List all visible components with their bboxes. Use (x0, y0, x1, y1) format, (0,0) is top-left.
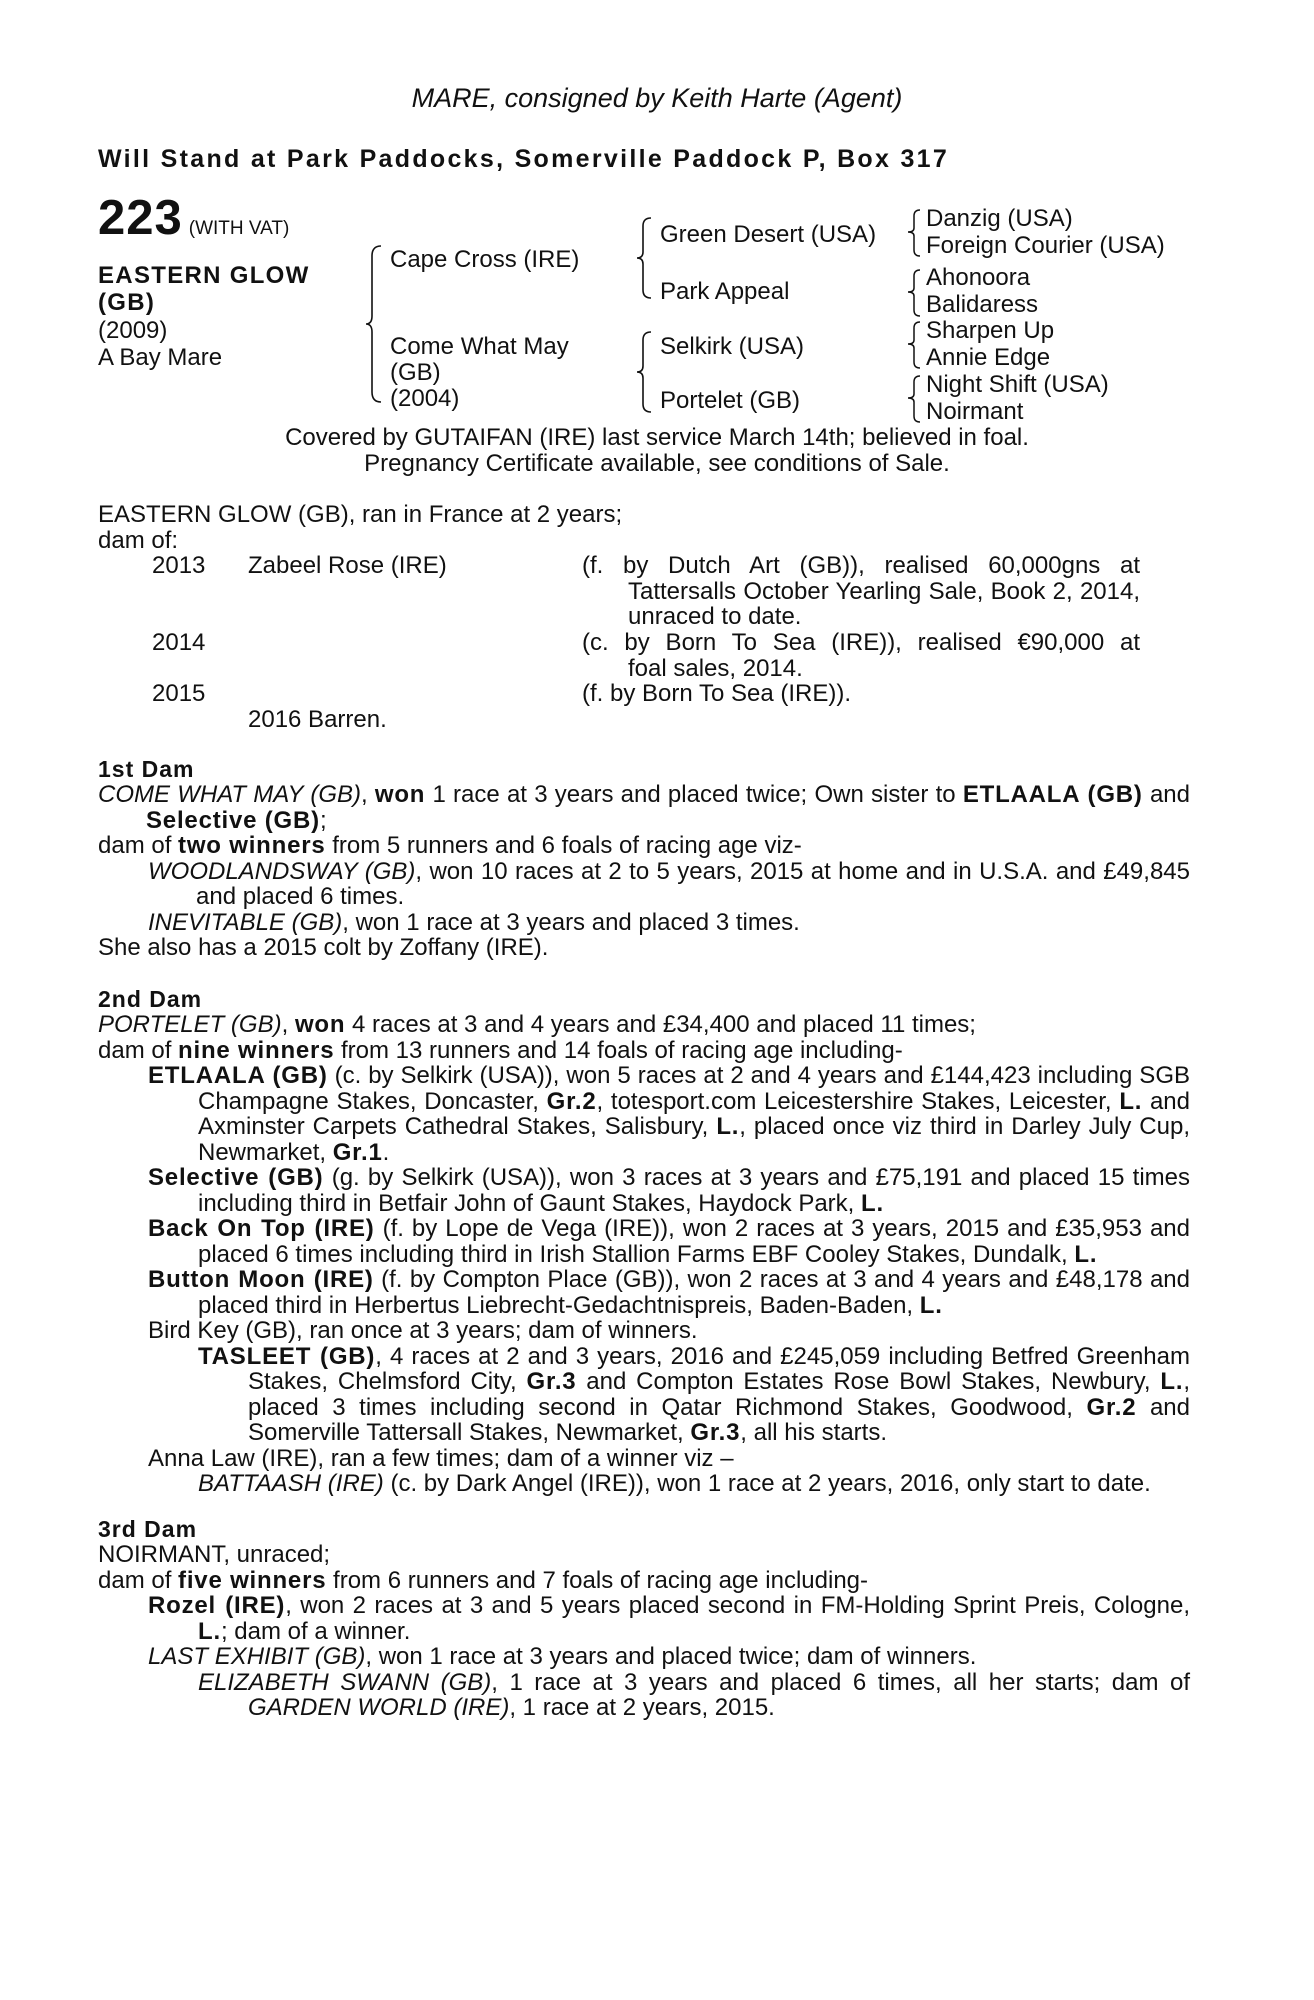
third-dam-damof-label: dam of (98, 1566, 179, 1594)
produce-barren: 2016 Barren. (248, 706, 387, 733)
second-dam-grandprogeny-1 (98, 1344, 1190, 1446)
second-dam-damof-label: dam of (98, 1036, 179, 1064)
progeny-selective: Selective (GB) (148, 1164, 324, 1191)
progeny-battaash-text: (c. by Dark Angel (IRE)), won 1 race at 2 years, 2016, only start to date. (383, 1470, 1151, 1497)
progeny-back-on-top-text: (f. by Lope de Vega (IRE)), won 2 races at 3 years, 2015 and £35,953 and placed 6 times including third in Irish Stallion Farms EBF Cooley Stakes, Dundalk, (198, 1215, 1191, 1268)
progeny-rozel-text-b: ; dam of a winner. (220, 1617, 411, 1645)
produce-info-2014-a: (c. by Born To Sea (IRE)), realised €90,000 at (582, 629, 1140, 656)
first-dam-heading: 1st Dam (98, 756, 195, 782)
produce-info-2015: (f. by Born To Sea (IRE)). (582, 680, 851, 707)
pedigree-dam-sire: Selkirk (USA) (660, 333, 805, 360)
pedigree-ds-block (926, 318, 1054, 371)
second-dam-progeny-1 (98, 1063, 1190, 1165)
third-dam-damof-rest: from 6 runners and 7 foals of racing age including- (326, 1566, 869, 1594)
second-dam-progeny-3 (98, 1216, 1190, 1267)
pedigree-bracket-g2 (906, 268, 924, 318)
pedigree-sire-sire: Green Desert (USA) (660, 221, 877, 248)
horse-name-line2: (GB) (98, 289, 156, 316)
progeny-etlaala-l1: L. (1119, 1087, 1143, 1115)
second-dam-name: PORTELET (GB) (98, 1011, 282, 1038)
first-dam-also: She also has a 2015 colt by Zoffany (IRE). (98, 934, 549, 961)
produce-year-2013: 2013 (152, 552, 206, 579)
progeny-elizabeth-swann-text-b: , 1 race at 2 years, 2015. (509, 1694, 775, 1721)
progeny-etlaala-l2: L. (716, 1113, 740, 1140)
progeny-selective-text: (g. by Selkirk (USA)), won 3 races at 3 years and £75,191 and placed 15 times including third in Betfair John of Gaunt Stakes, Haydock Park, (198, 1164, 1190, 1217)
first-dam-sibling-2: Selective (GB) (146, 806, 320, 834)
second-dam-progeny-4 (98, 1267, 1190, 1318)
pedigree-bracket-sire (636, 216, 656, 300)
first-dam-semi: ; (319, 806, 327, 834)
cover-line1: Covered by GUTAIFAN (IRE) last service March 14th; believed in foal. (285, 424, 1029, 451)
second-dam-winners: nine winners (178, 1036, 335, 1064)
pedigree-dam-dam: Portelet (GB) (660, 387, 801, 414)
first-dam-progeny-2 (98, 910, 1190, 936)
pedigree-dam-line3: (2004) (390, 385, 460, 412)
pedigree-dam-line2: (GB) (390, 359, 441, 386)
produce-info-2013 (582, 553, 1140, 630)
first-dam-para: COME WHAT MAY (GB), won 1 race at 3 years and placed twice; Own sister to ETLAALA (GB) and Selective (GB); (98, 781, 1190, 834)
progeny-battaash: BATTAASH (IRE) (198, 1470, 384, 1497)
progeny-button-moon: Button Moon (IRE) (148, 1266, 374, 1293)
pedigree-ss-block (926, 206, 1165, 259)
progeny-rozel-text-a: , won 2 races at 3 and 5 years placed second in FM-Holding Sprint Preis, Cologne, (285, 1592, 1190, 1619)
pedigree-dds: Night Shift (USA) (926, 371, 1109, 398)
produce-intro-line2: dam of: (98, 526, 179, 554)
produce-info-2014 (582, 630, 1140, 681)
progeny-garden-world: GARDEN WORLD (IRE) (248, 1694, 510, 1721)
lot-number: 223 (98, 191, 183, 245)
produce-info-2013-b: Tattersalls October Yearling Sale, Book 2, 2014, unraced to date. (628, 577, 1140, 630)
second-dam-won: won (294, 1011, 346, 1038)
progeny-tasleet-text-c: , placed 3 times including second in Qatar Richmond Stakes, Goodwood, (248, 1368, 1191, 1421)
produce-info-2014-b: foal sales, 2014. (628, 654, 803, 682)
first-dam-winners: two winners (178, 832, 326, 859)
pedigree-bracket-g4 (906, 374, 924, 424)
progeny-etlaala-gr1: Gr.1 (332, 1138, 383, 1166)
first-dam-progeny-1-text: , won 10 races at 2 to 5 years, 2015 at home and in U.S.A. and £49,845 and placed 6 times. (196, 857, 1190, 910)
vat-note: (WITH VAT) (188, 218, 290, 239)
third-dam-winners: five winners (178, 1566, 327, 1594)
second-dam-damof-rest: from 13 runners and 14 foals of racing age including- (334, 1036, 903, 1064)
third-dam-name: NOIRMANT, unraced; (98, 1541, 331, 1568)
progeny-tasleet-l: L. (1160, 1368, 1184, 1395)
progeny-elizabeth-swann: ELIZABETH SWANN (GB) (198, 1668, 492, 1696)
stand-location: Will Stand at Park Paddocks, Somerville Paddock P, Box 317 (98, 145, 950, 173)
progeny-back-on-top: Back On Top (IRE) (148, 1215, 375, 1242)
progeny-etlaala-gr2: Gr.2 (546, 1087, 597, 1115)
progeny-tasleet-text-b: and Compton Estates Rose Bowl Stakes, Newbury, (576, 1368, 1161, 1395)
second-dam-progeny-5: Bird Key (GB), ran once at 3 years; dam of winners. (148, 1317, 698, 1344)
progeny-selective-l: L. (861, 1189, 884, 1217)
second-dam-record: 4 races at 3 and 4 years and £34,400 and placed 11 times; (345, 1011, 976, 1038)
produce-name-2013: Zabeel Rose (IRE) (248, 552, 447, 579)
progeny-tasleet-gr3a: Gr.3 (526, 1368, 577, 1395)
pedigree-sds: Ahonoora (926, 264, 1031, 291)
progeny-etlaala-text-c: and Axminster Carpets Cathedral Stakes, Salisbury, (198, 1087, 1190, 1140)
progeny-tasleet-text-a: , 4 races at 2 and 3 years, 2016 and £245,059 including Betfred Greenham Stakes, Chelmsford City, (248, 1342, 1190, 1395)
pedigree-bracket-dam (636, 330, 656, 414)
third-dam-progeny-1 (98, 1593, 1190, 1644)
first-dam-name: COME WHAT MAY (GB) (98, 781, 361, 808)
horse-name-line1: EASTERN GLOW (98, 262, 310, 289)
first-dam-text (98, 782, 1190, 961)
third-dam-heading: 3rd Dam (98, 1516, 198, 1542)
produce-intro-line1: EASTERN GLOW (GB), ran in France at 2 years; (98, 501, 623, 528)
second-dam-text (98, 1012, 1190, 1497)
page-title: MARE, consigned by Keith Harte (Agent) (411, 83, 903, 113)
pedigree-dam-line1: Come What May (390, 333, 569, 360)
progeny-last-exhibit-text: , won 1 race at 3 years and placed twice; dam of winners. (365, 1643, 977, 1670)
second-dam-damof (98, 1038, 1190, 1064)
produce-year-2015: 2015 (152, 680, 206, 707)
progeny-tasleet: TASLEET (GB) (198, 1342, 376, 1370)
progeny-etlaala: ETLAALA (GB) (148, 1062, 328, 1089)
second-dam-para: PORTELET (GB), won 4 races at 3 and 4 years and £34,400 and placed 11 times; (98, 1011, 976, 1038)
pedigree-dam (390, 334, 569, 412)
progeny-back-on-top-l: L. (1074, 1240, 1098, 1268)
progeny-tasleet-text-e: , all his starts. (740, 1419, 887, 1446)
progeny-rozel: Rozel (IRE) (148, 1592, 286, 1619)
third-dam-text (98, 1542, 1190, 1721)
pedigree-dss: Sharpen Up (926, 317, 1055, 344)
pedigree-sire-dam: Park Appeal (660, 278, 790, 305)
horse-name (98, 262, 310, 316)
pedigree-sire: Cape Cross (IRE) (390, 246, 580, 273)
first-dam-damof-label: dam of (98, 832, 179, 859)
first-dam-progeny-2-name: INEVITABLE (GB) (148, 908, 343, 936)
progeny-etlaala-text-d: , placed once viz third in Darley July Cup, Newmarket, (198, 1113, 1191, 1166)
third-dam-damof (98, 1568, 1190, 1594)
second-dam-progeny-6: Anna Law (IRE), ran a few times; dam of a winner viz – (148, 1444, 734, 1472)
pedigree-sss: Danzig (USA) (926, 205, 1073, 232)
first-dam-and: and (1142, 781, 1190, 808)
first-dam-won: won (374, 781, 426, 808)
first-dam-progeny-1 (98, 859, 1190, 910)
horse-description: A Bay Mare (98, 343, 223, 371)
pedigree-bracket-main (366, 244, 386, 404)
pedigree-bracket-g1 (906, 208, 924, 258)
lot-header (98, 191, 290, 245)
progeny-button-moon-text: (f. by Compton Place (GB)), won 2 races at 3 and 4 years and £48,178 and placed third in Herbertus Liebrecht-Gedachtnispreis, Baden-Baden, (198, 1266, 1190, 1319)
first-dam-record: 1 race at 3 years and placed twice; Own sister to (425, 781, 963, 808)
progeny-elizabeth-swann-text-a: , 1 race at 3 years and placed 6 times, all her starts; dam of (491, 1668, 1190, 1696)
first-dam-progeny-2-text: , won 1 race at 3 years and placed 3 times. (342, 908, 800, 936)
pedigree-dd-block (926, 372, 1109, 425)
produce-intro (98, 502, 622, 553)
produce-year-2014: 2014 (152, 629, 206, 656)
second-dam-grandprogeny-2 (98, 1471, 1190, 1497)
progeny-tasleet-text-d: and Somerville Tattersall Stakes, Newmarket, (248, 1393, 1190, 1446)
foaling-year: (2009) (98, 317, 168, 344)
first-dam-progeny-1-name: WOODLANDSWAY (GB) (148, 857, 416, 885)
first-dam-damof (98, 833, 1190, 859)
progeny-etlaala-text-e: . (382, 1138, 390, 1166)
second-dam-progeny-2 (98, 1165, 1190, 1216)
progeny-rozel-l: L. (198, 1617, 221, 1645)
pedigree-bracket-g3 (906, 320, 924, 370)
cover-line2: Pregnancy Certificate available, see conditions of Sale. (364, 450, 950, 477)
pedigree-sdd: Balidaress (926, 290, 1039, 318)
first-dam-sibling-1: ETLAALA (GB) (962, 781, 1143, 808)
pedigree-ssd: Foreign Courier (USA) (926, 231, 1165, 259)
first-dam-damof-rest: from 5 runners and 6 foals of racing age viz- (325, 832, 802, 859)
progeny-button-moon-l: L. (919, 1291, 943, 1319)
progeny-etlaala-text-a: (c. by Selkirk (USA)), won 5 races at 2 and 4 years and £144,423 including SGB Champagne Stakes, Doncaster, (198, 1062, 1190, 1115)
second-dam-heading: 2nd Dam (98, 986, 203, 1012)
third-dam-progeny-2 (98, 1644, 1190, 1670)
progeny-tasleet-gr3b: Gr.3 (690, 1419, 741, 1446)
pedigree-dsd: Annie Edge (926, 343, 1051, 371)
pedigree-ddd: Noirmant (926, 397, 1024, 425)
pedigree-sd-block (926, 265, 1038, 318)
produce-info-2013-a: (f. by Dutch Art (GB)), realised 60,000gns at (582, 552, 1140, 579)
progeny-last-exhibit: LAST EXHIBIT (GB) (148, 1643, 366, 1670)
progeny-tasleet-gr2: Gr.2 (1086, 1393, 1137, 1421)
progeny-etlaala-text-b: , totesport.com Leicestershire Stakes, Leicester, (596, 1087, 1120, 1115)
horse-details (98, 318, 222, 371)
third-dam-grandprogeny-1 (98, 1670, 1190, 1721)
